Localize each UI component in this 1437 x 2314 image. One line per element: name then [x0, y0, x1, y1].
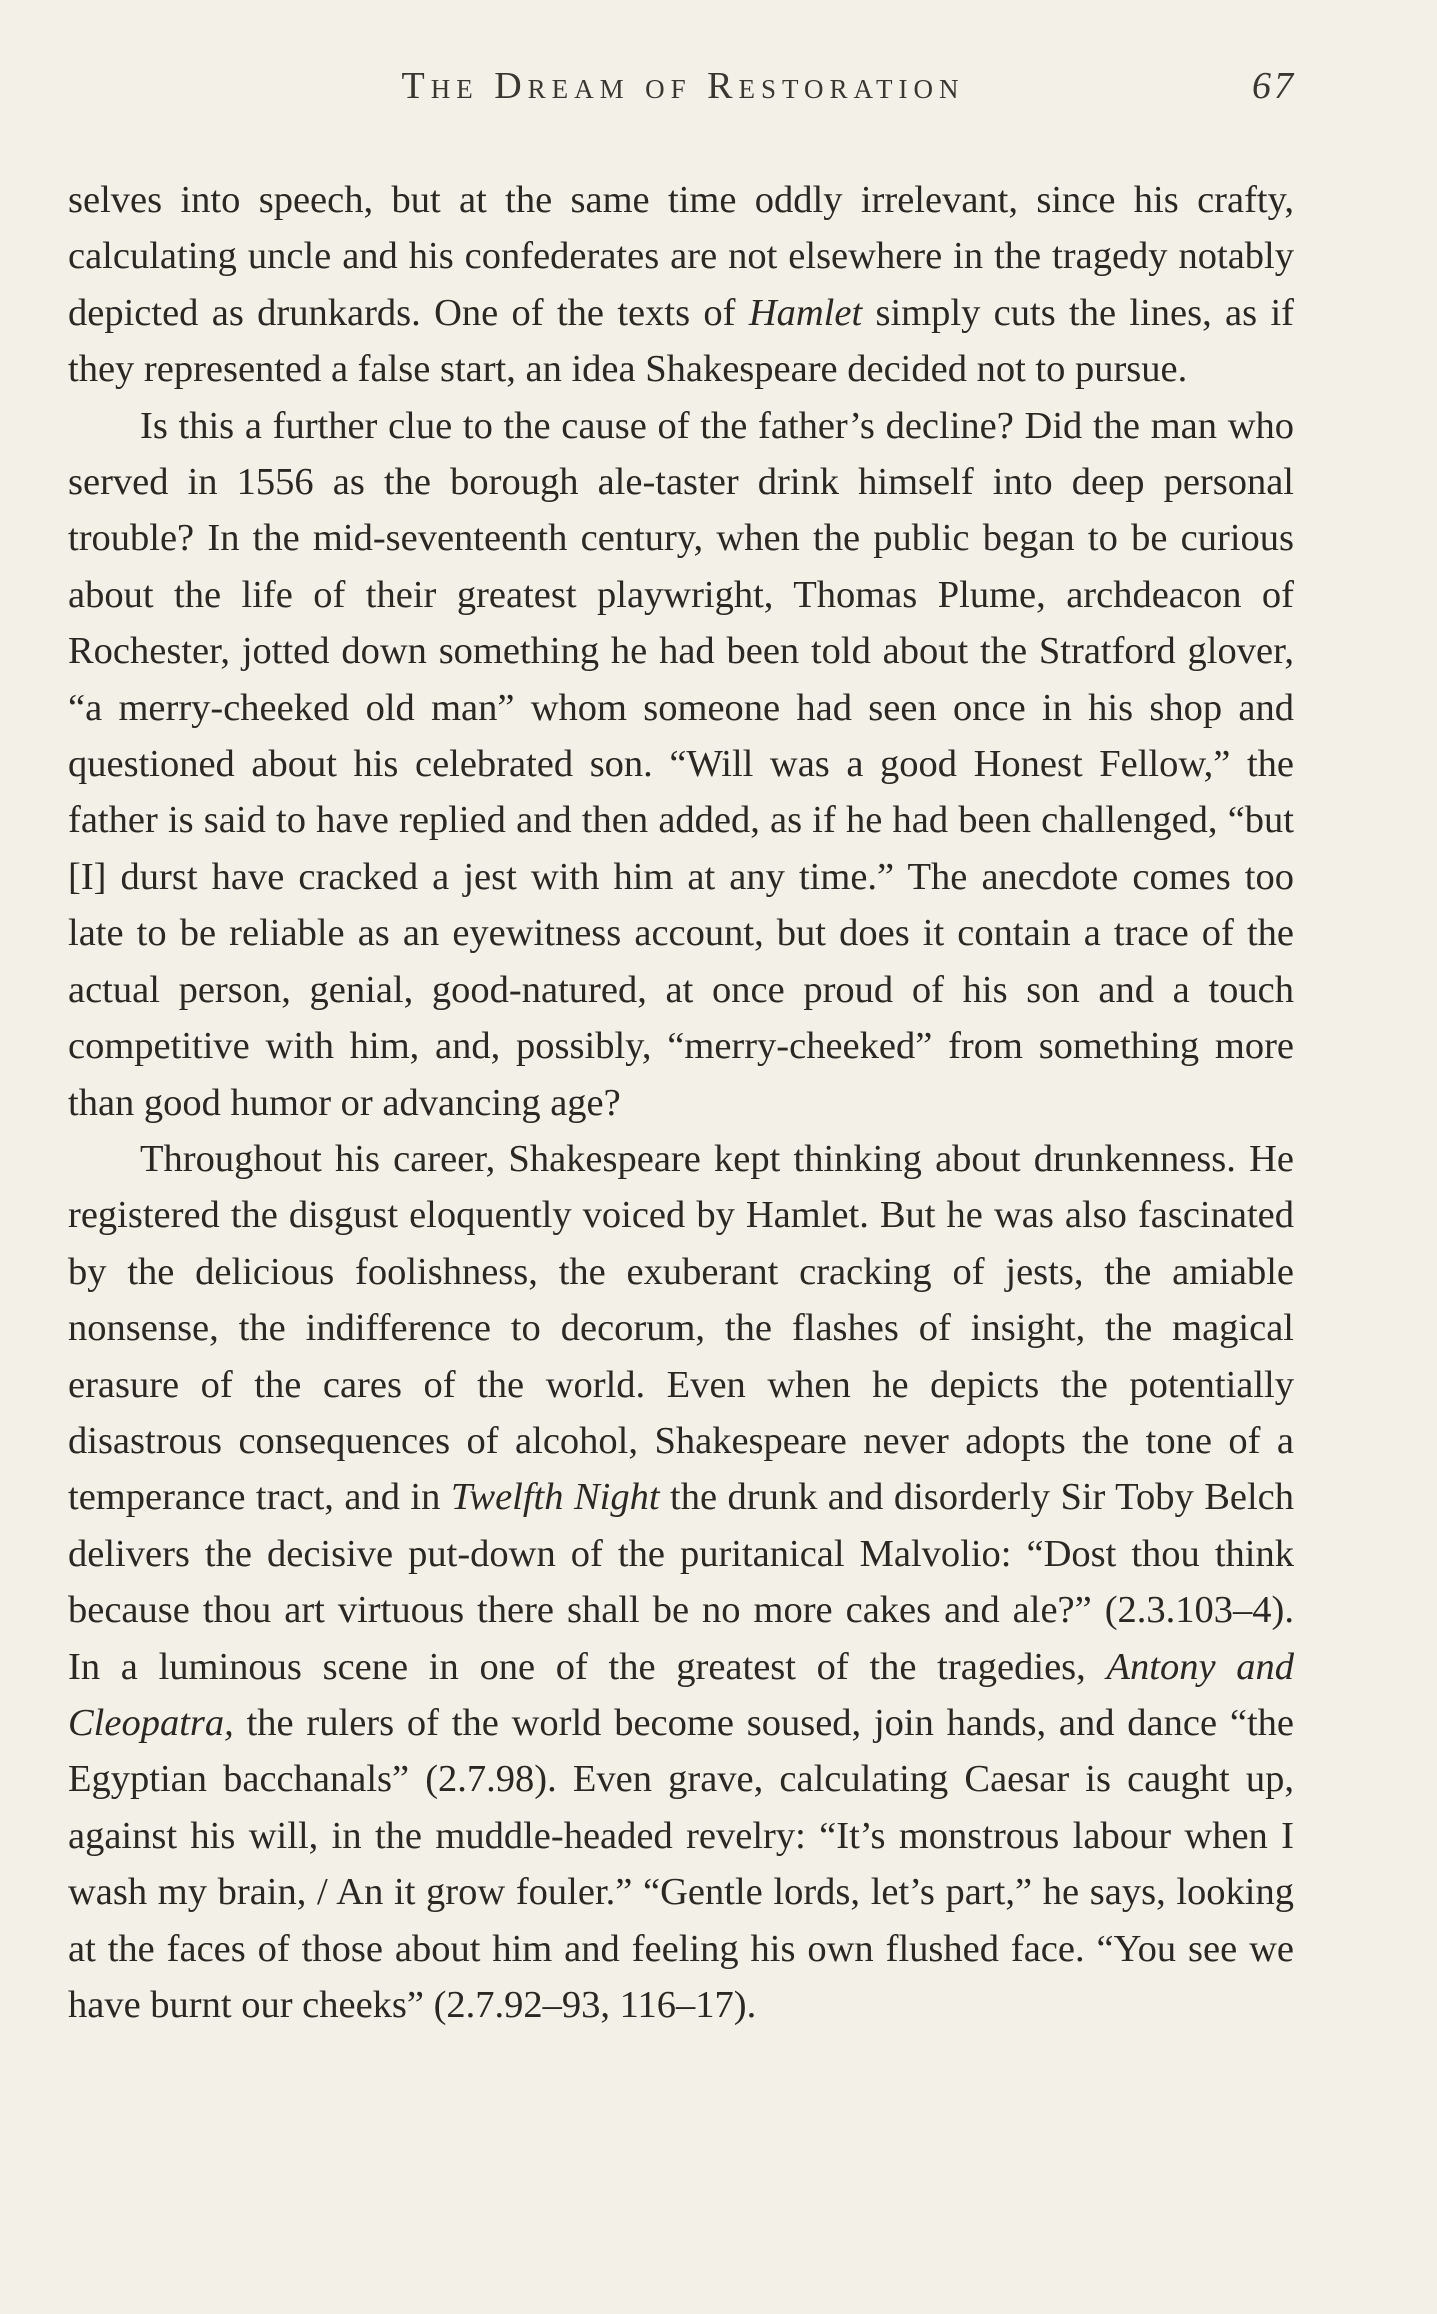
paragraph-2-text-1: Is this a further clue to the cause of the father’s decline? Did the man who served in 1556 as the borough ale-taster drink himself into deep personal trouble? In the mid-seventeenth century, when the public began to be curious about the life of their greatest playwright, Thomas Plume, archdeacon of Rochester, jotted down something he had been told about the Stratford glover, “a merry-cheeked old man” whom someone had seen once in his shop and questioned about his celebrated son. “Will was a good Honest Fellow,” the father is said to have replied and then added, as if he had been challenged, “but [I] durst have cracked a jest with him at any time.” The anecdote comes too late to be reliable as an eyewitness account, but does it contain a trace of the actual person, genial, good-natured, at once proud of his son and a touch competitive with him, and, possibly, “merry-cheeked” from something more than good humor or advancing age?	[68, 404, 1294, 1124]
paragraph-3-text-1: Throughout his career, Shakespeare kept thinking about drunkenness. He registered the disgust eloquently voiced by Hamlet. But he was also fascinated by the delicious foolishness, the exuberant cracking of jests, the amiable nonsense, the indifference to decorum, the flashes of insight, the magical erasure of the cares of the world. Even when he depicts the potentially disastrous consequences of alcohol, Shakespeare never adopts the tone of a temperance tract, and in	[68, 1137, 1294, 1519]
paragraph-3-title-twelfth-night: Twelfth Night	[450, 1476, 660, 1519]
paragraph-1-text-1: selves into speech, but at the same time oddly irrelevant, since his crafty, calculating uncle and his confederates are not elsewhere in the tragedy notably depicted as drunkards. One of the texts of	[68, 179, 1294, 334]
paragraph-1-text-2: simply cuts the lines, as if they represented a false start, an idea Shakespeare decided not to pursue.	[68, 291, 1294, 391]
paragraph-3-title-antony-and-cleopatra: Antony and Cleopatra,	[68, 1645, 1294, 1744]
paragraph-1	[68, 172, 1294, 398]
paragraph-3-text-3: the rulers of the world become soused, join hands, and dance “the Egyptian bacchanals” (2.7.98). Even grave, calculating Caesar is caught up, against his will, in the muddle-headed revelry: “It’s monstrous labour when I wash my brain, / An it grow fouler.” “Gentle lords, let’s part,” he says, looking at the faces of those about him and feeling his own flushed face. “You see we have burnt our cheeks” (2.7.92–93, 116–17).	[68, 1701, 1294, 2026]
paragraph-1-title-hamlet: Hamlet	[748, 291, 863, 334]
paragraph-3-text-2: the drunk and disorderly Sir Toby Belch delivers the decisive put-down of the puritanical Malvolio: “Dost thou think because thou art virtuous there shall be no more cakes and ale?” (2.3.103–4). In a luminous scene in one of the greatest of the tragedies,	[68, 1476, 1294, 1688]
page-number: 67	[1252, 65, 1296, 107]
running-title: The Dream of Restoration	[401, 65, 965, 107]
paragraph-2	[68, 398, 1294, 1131]
running-head	[70, 64, 1296, 124]
paragraph-3	[68, 1131, 1294, 2034]
body-text	[68, 172, 1294, 2033]
